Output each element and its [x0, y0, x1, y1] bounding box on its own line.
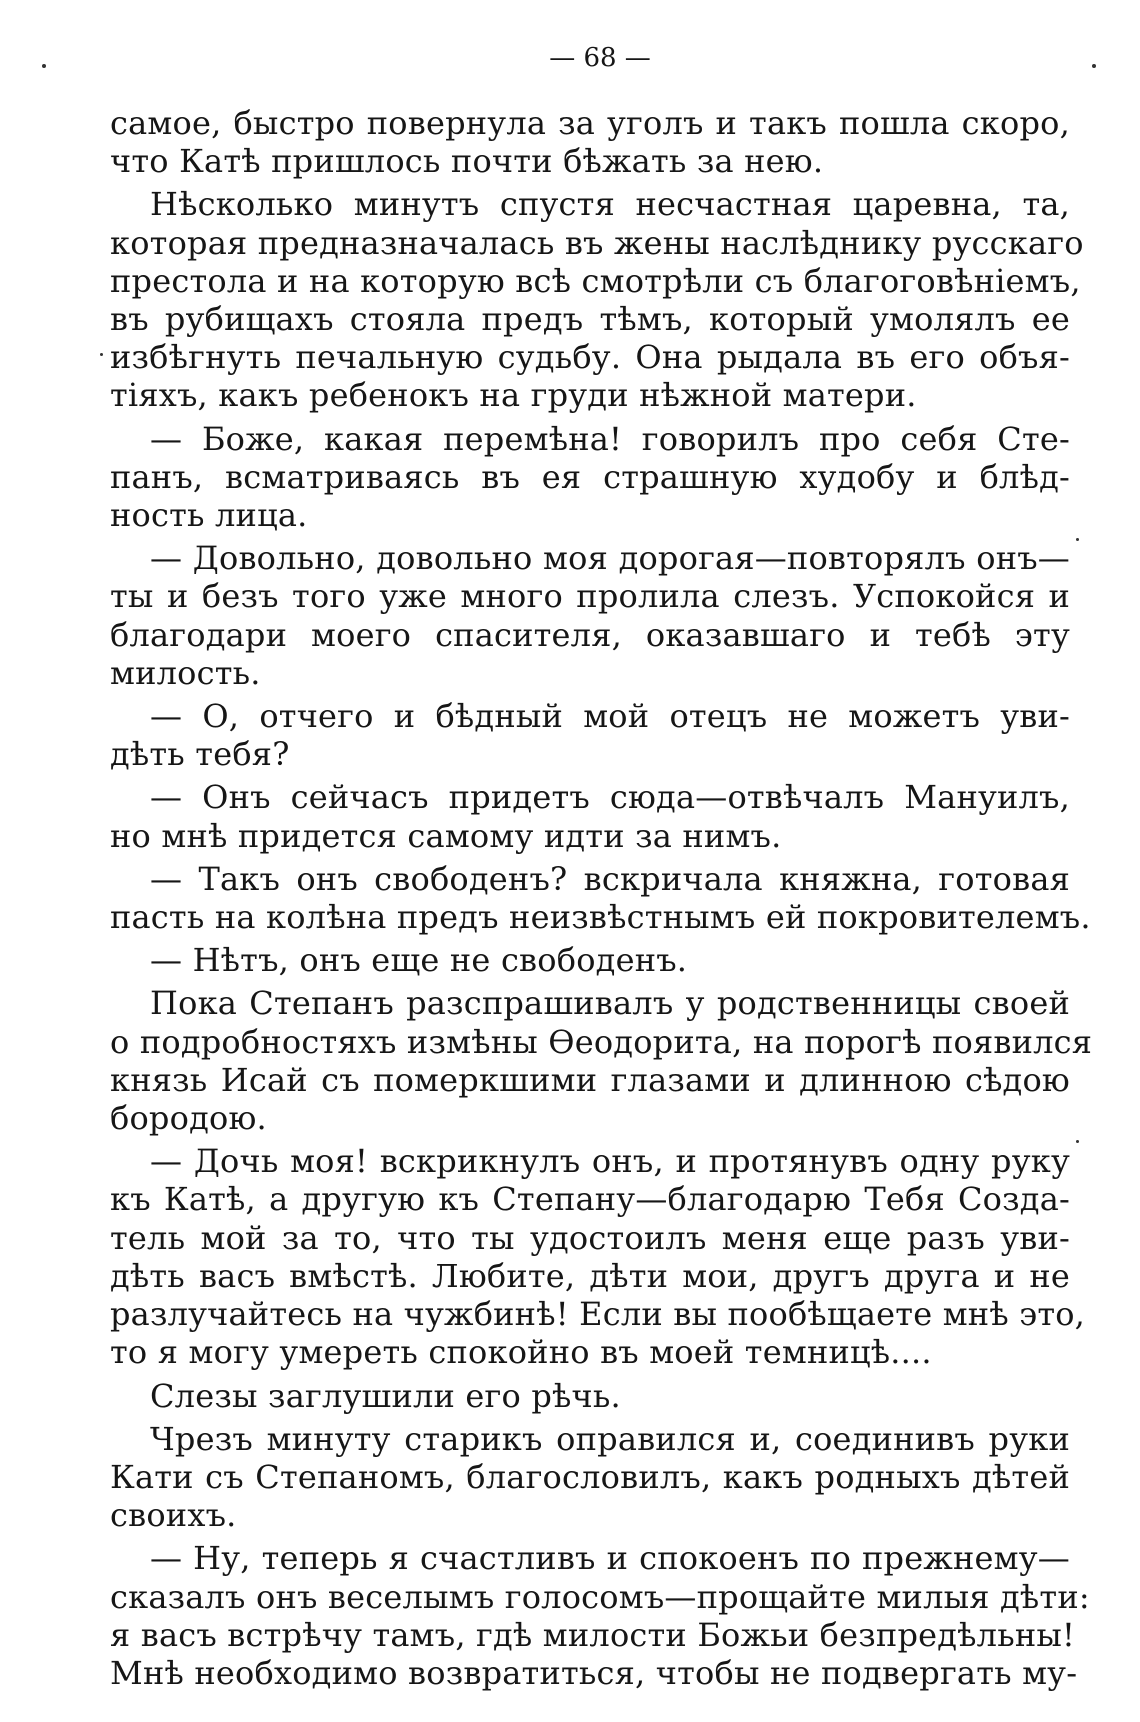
text-line: престола и на которую всѣ смотрѣли съ благоговѣніемъ, — [110, 261, 1081, 300]
text-line: — Боже, какая перемѣна! говорилъ про себя Сте- — [150, 419, 1070, 458]
text-line: то я могу умереть спокойно въ моей темницѣ.... — [110, 1333, 932, 1372]
text-line: панъ, всматриваясь въ ея страшную худобу и блѣд- — [110, 457, 1070, 496]
text-line: — Нѣтъ, онъ еще не свободенъ. — [150, 941, 688, 980]
text-line: самое, быстро повернула за уголъ и такъ пошла скоро, — [110, 104, 1070, 142]
text-line: пасть на колѣна предъ неизвѣстнымъ ей покровителемъ. — [110, 898, 1091, 937]
page-number: — 68 — — [549, 43, 651, 73]
text-line: — Дочь моя! вскрикнулъ онъ, и протянувъ одну руку — [150, 1142, 1070, 1181]
text-line: Нѣсколько минутъ спустя несчастная царевна, та, — [150, 185, 1070, 224]
text-line: къ Катѣ, а другую къ Степану—благодарю Тебя Созда- — [110, 1180, 1070, 1219]
scan-speck — [100, 353, 103, 356]
paragraph — [110, 104, 1070, 180]
text-line: я васъ встрѣчу тамъ, гдѣ милости Божьи безпредѣльны! — [110, 1615, 1076, 1654]
paragraph — [110, 185, 1084, 415]
text-line: Слезы заглушили его рѣчь. — [150, 1376, 621, 1415]
text-line: — Такъ онъ свободенъ? вскричала княжна, готовая — [150, 859, 1070, 898]
text-line: что Катѣ пришлось почти бѣжать за нею. — [110, 142, 824, 181]
paragraph — [110, 941, 1070, 979]
text-line: благодари моего спасителя, оказавшаго и тебѣ эту — [110, 615, 1070, 654]
text-body — [110, 104, 1093, 1692]
text-line: Чрезъ минуту старикъ оправился и, соединивъ руки — [150, 1419, 1070, 1458]
text-line: ты и безъ того уже много пролила слезъ. Успокойся и — [110, 577, 1070, 616]
scan-speck — [1076, 1140, 1079, 1143]
text-line: — О, отчего и бѣдный мой отецъ не можетъ уви- — [150, 697, 1070, 736]
text-line: Кати съ Степаномъ, благословилъ, какъ родныхъ дѣтей — [110, 1457, 1070, 1496]
text-line: въ рубищахъ стояла предъ тѣмъ, который умолялъ ее — [110, 300, 1070, 339]
scan-speck — [42, 64, 46, 68]
text-line: дѣть васъ вмѣстѣ. Любите, дѣти мои, другъ друга и не — [110, 1256, 1070, 1295]
scan-speck — [1092, 64, 1096, 68]
text-line: тіяхъ, какъ ребенокъ на груди нѣжной матери. — [110, 376, 917, 415]
text-line: ность лица. — [110, 496, 308, 535]
paragraph — [110, 1420, 1070, 1535]
text-line: но мнѣ придется самому идти за нимъ. — [110, 816, 782, 855]
text-line: — Онъ сейчасъ придетъ сюда—отвѣчалъ Мануилъ, — [150, 778, 1070, 817]
paragraph — [110, 778, 1070, 854]
text-line: — Довольно, довольно моя дорогая—повторялъ онъ— — [150, 539, 1070, 578]
paragraph — [110, 420, 1070, 535]
paragraph — [110, 697, 1070, 773]
text-line: Мнѣ необходимо возвратиться, чтобы не подвергать му- — [110, 1653, 1078, 1692]
text-line: — Ну, теперь я счастливъ и спокоенъ по прежнему— — [150, 1539, 1070, 1578]
text-line: избѣгнуть печальную судьбу. Она рыдала въ его объя- — [110, 338, 1070, 377]
scan-speck — [1076, 538, 1079, 541]
text-line: своихъ. — [110, 1496, 237, 1535]
paragraph — [110, 1377, 1070, 1415]
paragraph — [110, 984, 1093, 1138]
text-line: сказалъ онъ веселымъ голосомъ—прощайте милыя дѣти: — [110, 1577, 1090, 1616]
text-line: о подробностяхъ измѣны Өеодорита, на порогѣ появился — [110, 1022, 1093, 1061]
text-line: бородою. — [110, 1099, 267, 1138]
text-line: Пока Степанъ разспрашивалъ у родственницы своей — [150, 984, 1070, 1023]
text-line: тель мой за то, что ты удостоилъ меня еще разъ уви- — [110, 1218, 1070, 1257]
paragraph — [110, 859, 1091, 937]
paragraph — [110, 1539, 1090, 1692]
text-line: князь Исай съ померкшими глазами и длинною сѣдою — [110, 1060, 1070, 1099]
book-page — [110, 40, 1093, 1697]
text-line: дѣть тебя? — [110, 735, 290, 774]
paragraph — [110, 539, 1070, 692]
text-line: которая предназначалась въ жены наслѣднику русскаго — [110, 223, 1084, 262]
text-line: милость. — [110, 653, 261, 692]
text-line: разлучайтесь на чужбинѣ! Если вы пообѣщаете мнѣ это, — [110, 1295, 1086, 1334]
paragraph — [110, 1142, 1086, 1372]
